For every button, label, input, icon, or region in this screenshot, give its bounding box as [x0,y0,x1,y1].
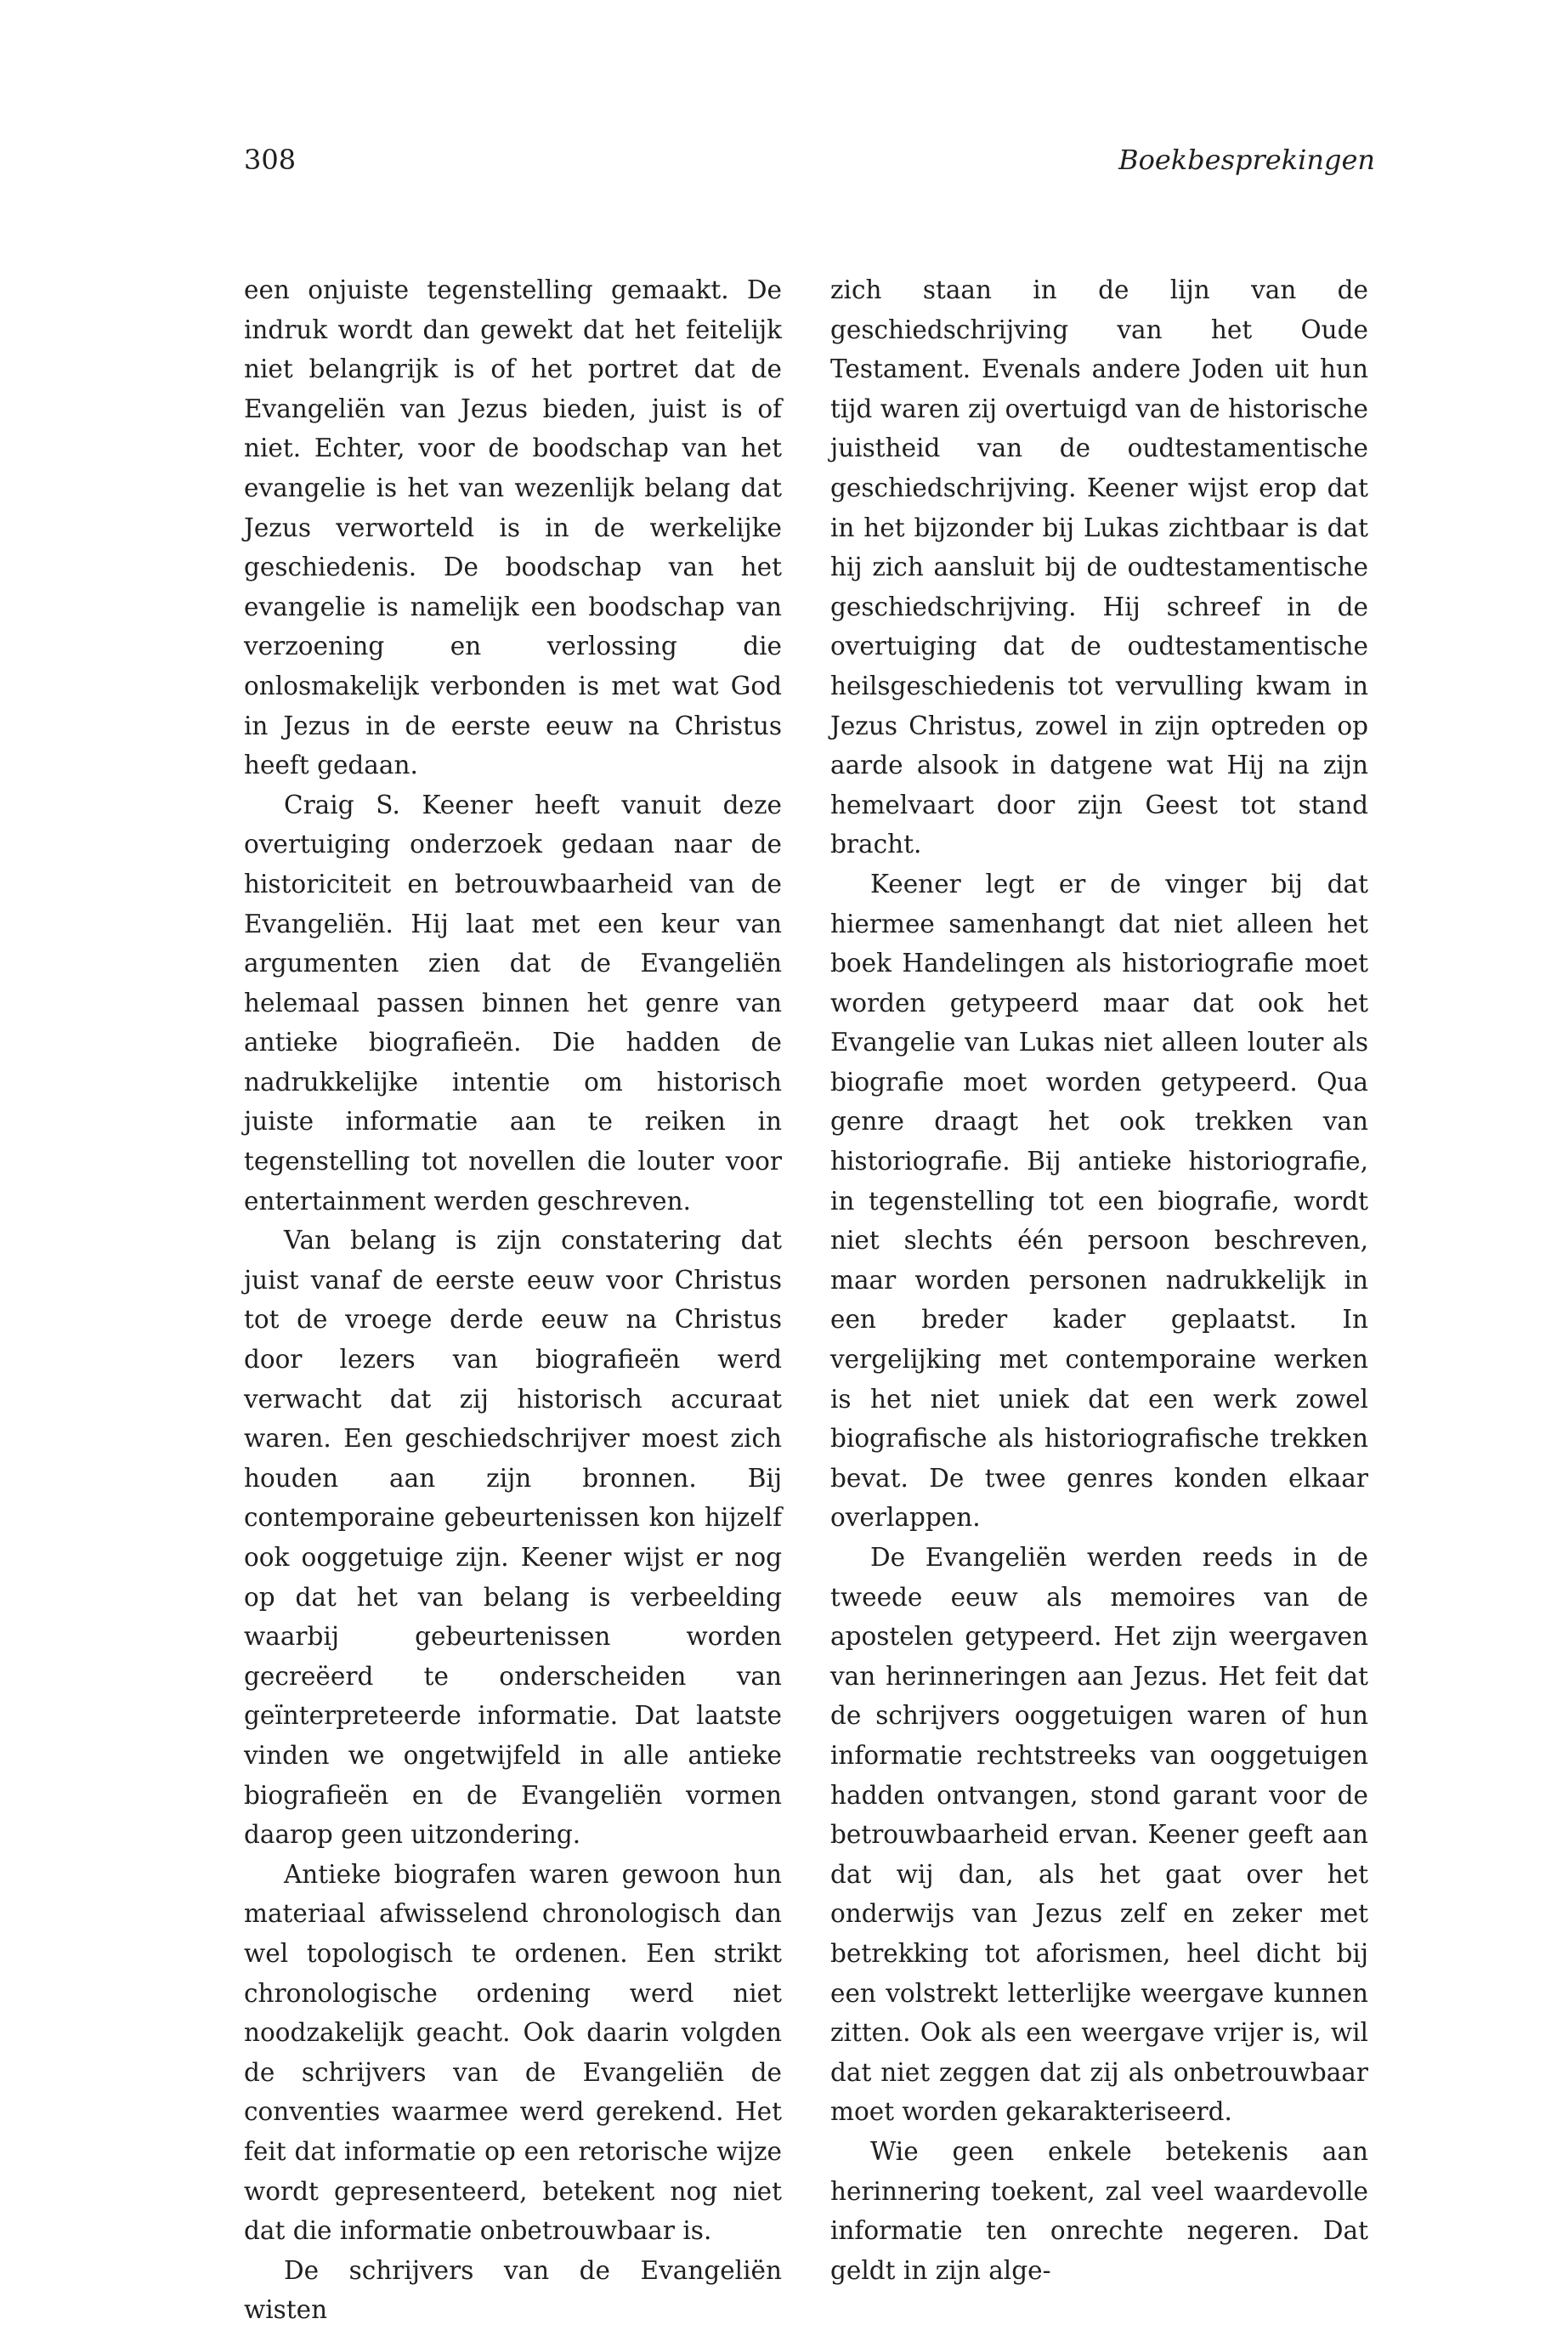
left-column [244,270,782,2330]
page-number: 308 [244,144,297,176]
right-column [830,270,1368,2290]
paragraph: Keener legt er de vinger bij dat hiermee samenhangt dat niet alleen het boek Handelingen als historiografie moet worden getypeerd maar dat ook het Evangelie van Lukas niet alleen louter als biografie moet worden getypeerd. Qua genre draagt het ook trekken van historiografie. Bij antieke historiografie, in tegenstelling tot een biografie, wordt niet slechts één persoon beschreven, maar worden personen nadrukkelijk in een breder kader geplaatst. In vergelijking met contemporaine werken is het niet uniek dat een werk zowel biografische als historiografische trekken bevat. De twee genres konden elkaar overlappen. [830,869,1368,1533]
paragraph: De Evangeliën werden reeds in de tweede eeuw als memoires van de apostelen getypeerd. Het zijn weergaven van herinneringen aan Jezus. Het feit dat de schrijvers ooggetuigen waren of hun informatie rechtstreeks van ooggetuigen hadden ontvangen, stond garant voor de betrouwbaarheid ervan. Keener geeft aan dat wij dan, als het gaat over het onderwijs van Jezus zelf en zeker met betrekking tot aforismen, heel dicht bij een volstrekt letterlijke weergave kunnen zitten. Ook als een weergave vrijer is, wil dat niet zeggen dat zij als onbetrouwbaar moet worden gekarakteriseerd. [830,1543,1368,2127]
paragraph: Antieke biografen waren gewoon hun materiaal afwisselend chronologisch dan wel topologisch te ordenen. Een strikt chronologische ordening werd niet noodzakelijk geacht. Ook daarin volgden de schrijvers van de Evangeliën de conventies waarmee werd gerekend. Het feit dat informatie op een retorische wijze wordt gepresenteerd, betekent nog niet dat die informatie onbetrouwbaar is. [244,1859,782,2246]
paragraph: Van belang is zijn constatering dat juist vanaf de eerste eeuw voor Christus tot de vroege derde eeuw na Christus door lezers van biografieën werd verwacht dat zij historisch accuraat waren. Een geschiedschrijver moest zich houden aan zijn bronnen. Bij contemporaine gebeurtenissen kon hijzelf ook ooggetuige zijn. Keener wijst er nog op dat het van belang is verbeelding waarbij gebeurtenissen worden gecreëerd te onderscheiden van geïnterpreteerde informatie. Dat laatste vinden we ongetwijfeld in alle antieke biografieën en de Evangeliën vormen daarop geen uitzondering. [244,1226,782,1850]
paragraph: zich staan in de lijn van de geschiedschrijving van het Oude Testament. Evenals andere Joden uit hun tijd waren zij overtuigd van de historische juistheid van de oudtestamentische geschiedschrijving. Keener wijst erop dat in het bijzonder bij Lukas zichtbaar is dat hij zich aansluit bij de oudtestamentische geschiedschrijving. Hij schreef in de overtuiging dat de oudtestamentische heilsgeschiedenis tot vervulling kwam in Jezus Christus, zowel in zijn optreden op aarde alsook in datgene wat Hij na zijn hemelvaart door zijn Geest tot stand bracht. [830,275,1368,859]
paragraph: een onjuiste tegenstelling gemaakt. De indruk wordt dan gewekt dat het feitelijk niet belangrijk is of het portret dat de Evangeliën van Jezus bieden, juist is of niet. Echter, voor de boodschap van het evangelie is het van wezenlijk belang dat Jezus verworteld is in de werkelijke geschiedenis. De boodschap van het evangelie is namelijk een boodschap van verzoening en verlossing die onlosmakelijk verbonden is met wat God in Jezus in de eerste eeuw na Christus heeft gedaan. [244,275,782,780]
paragraph: Wie geen enkele betekenis aan herinnering toekent, zal veel waardevolle informatie ten onrechte negeren. Dat geldt in zijn alge- [830,2136,1368,2285]
page-header [244,143,1375,194]
paragraph: Craig S. Keener heeft vanuit deze overtuiging onderzoek gedaan naar de historiciteit en betrouwbaarheid van de Evangeliën. Hij laat met een keur van argumenten zien dat de Evangeliën helemaal passen binnen het genre van antieke biografieën. Die hadden de nadrukkelijke intentie om historisch juiste informatie aan te reiken in tegenstelling tot novellen die louter voor entertainment werden geschreven. [244,790,782,1216]
paragraph: De schrijvers van de Evangeliën wisten [244,2255,782,2325]
running-title: Boekbesprekingen [1118,144,1375,176]
